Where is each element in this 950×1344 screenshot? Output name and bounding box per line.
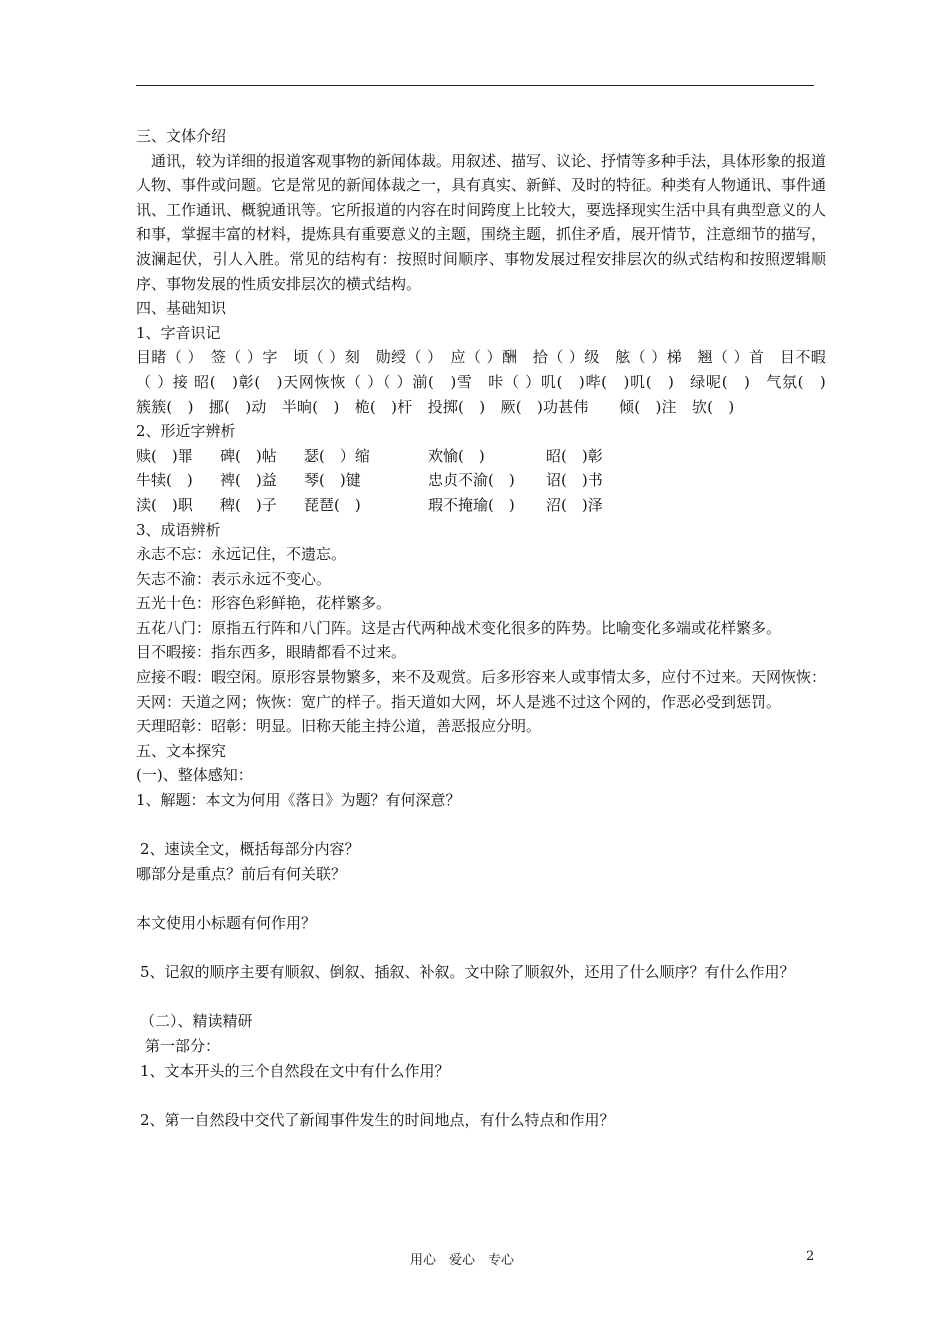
similar-chars-row <box>136 468 826 493</box>
question-summarize: 2、速读全文，概括每部分内容？ <box>140 840 360 859</box>
subheading-overall: (一)、整体感知： <box>136 766 253 785</box>
question-key-part: 哪部分是重点？前后有何关联？ <box>136 864 347 883</box>
question-subtitles: 本文使用小标题有何作用？ <box>136 914 317 932</box>
document-body <box>136 124 842 1132</box>
subheading-idioms: 3、成语辨析 <box>136 520 221 539</box>
idiom-entry: 矢志不渝：表示永远不变心。 <box>136 569 332 588</box>
idiom-entry: 永志不忘：永远记住，不遗忘。 <box>136 545 347 564</box>
subheading-pronunciation: 1、字音识记 <box>136 323 221 342</box>
idiom-entry: 五光十色：形容色彩鲜艳，花样繁多。 <box>136 594 392 613</box>
question-title-meaning: 1、解题：本文为何用《落日》为题？有何深意？ <box>136 791 461 810</box>
question-narrative-order: 5、记叙的顺序主要有顺叙、倒叙、插叙、补叙。文中除了顺叙外，还用了什么顺序？有什么作用？ <box>140 963 795 982</box>
section-heading-basics: 四、基础知识 <box>136 299 227 318</box>
similar-char-cell: 昭( )彰 <box>546 446 603 465</box>
similar-char-cell: 沼( )泽 <box>546 495 603 514</box>
similar-char-cell: 瑕不掩瑜( ) <box>428 495 515 514</box>
similar-char-cell: 欢愉( ) <box>428 446 485 465</box>
pronunciation-exercise: 目睹（ ） 签（ ）字 顷（ ）刻 勋绶（ ） 应（ ）酬 拾（ ）级 舷（ ）梯 翘（ ）首 目不暇（ ）接 昭( )彰( )天网恢恢（ ）（ ）湔( )雪 咔（ ）叽( )哔( )叽( ) 绿呢( ) 气氛( ) 簇簇( ) 挪( )动 半晌( ) 桅( )杆 投掷( ) 厥( )功甚伟 倾( )注 欤( ) <box>136 348 842 416</box>
answer-space <box>136 886 826 911</box>
section-heading-text-study: 五、文本探究 <box>136 741 227 760</box>
similar-char-cell: 碑( )帖 <box>220 446 277 465</box>
similar-chars-row <box>136 444 826 469</box>
similar-char-cell: 琴( )键 <box>304 471 361 490</box>
similar-char-cell: 牛犊( ) <box>136 471 193 490</box>
idiom-entry: 目不暇接：指东西多，眼睛都看不过来。 <box>136 643 407 662</box>
idiom-entry: 五花八门：原指五行阵和八门阵。这是古代两种战术变化很多的阵势。比喻变化多端或花样繁多。 <box>136 618 782 637</box>
answer-space <box>136 936 826 961</box>
answer-space <box>136 985 826 1010</box>
answer-space <box>136 1083 826 1108</box>
subheading-similar-chars: 2、形近字辨析 <box>136 422 236 441</box>
similar-char-cell: 诏( )书 <box>546 471 603 490</box>
idiom-entry: 天理昭彰：昭彰：明显。旧称天能主持公道，善恶报应分明。 <box>136 717 542 736</box>
subheading-part-one: 第一部分： <box>145 1036 221 1055</box>
similar-char-cell: 稗( )子 <box>220 495 277 514</box>
page-number: 2 <box>806 1249 815 1264</box>
similar-char-cell: 渎( )职 <box>136 495 193 514</box>
similar-chars-table <box>136 444 826 518</box>
similar-chars-row <box>136 493 826 518</box>
answer-space <box>136 813 826 838</box>
idiom-entry: 应接不暇：暇空闲。原形容景物繁多，来不及观赏。后多形容来人或事情太多，应付不过来。天网恢恢：天网：天道之网；恢恢：宽广的样子。指天道如大网，坏人是逃不过这个网的，作恶必受到惩罚。 <box>136 668 827 711</box>
similar-char-cell: 琵琶( ) <box>304 495 361 514</box>
footer-motto: 用心 爱心 专心 <box>410 1253 515 1268</box>
header-rule <box>136 85 814 86</box>
question-opening-paragraphs: 1、文本开头的三个自然段在文中有什么作用？ <box>140 1061 450 1080</box>
section-heading-genre: 三、文体介绍 <box>136 127 227 145</box>
similar-char-cell: 裨( )益 <box>220 471 277 490</box>
similar-char-cell: 瑟( ）缩 <box>304 446 370 465</box>
subheading-close-reading: （二）、精读精研 <box>140 1012 253 1031</box>
similar-char-cell: 忠贞不渝( ) <box>428 471 515 490</box>
genre-intro-paragraph: 通讯，较为详细的报道客观事物的新闻体裁。用叙述、描写、议论、抒情等多种手法，具体形象的报道人物、事件或问题。它是常见的新闻体裁之一，具有真实、新鲜、及时的特征。种类有人物通讯、事件通讯、工作通讯、概貌通讯等。它所报道的内容在时间跨度上比较大，要选择现实生活中具有典型意义的人和事，掌握丰富的材料，提炼具有重要意义的主题，围绕主题，抓住矛盾，展开情节，注意细节的描写，波澜起伏，引人入胜。常见的结构有：按照时间顺序、事物发展过程安排层次的纵式结构和按照逻辑顺序、事物发展的性质安排层次的横式结构。 <box>136 151 827 293</box>
question-time-place: 2、第一自然段中交代了新闻事件发生的时间地点，有什么特点和作用？ <box>140 1110 615 1129</box>
similar-char-cell: 赎( )罪 <box>136 446 193 465</box>
